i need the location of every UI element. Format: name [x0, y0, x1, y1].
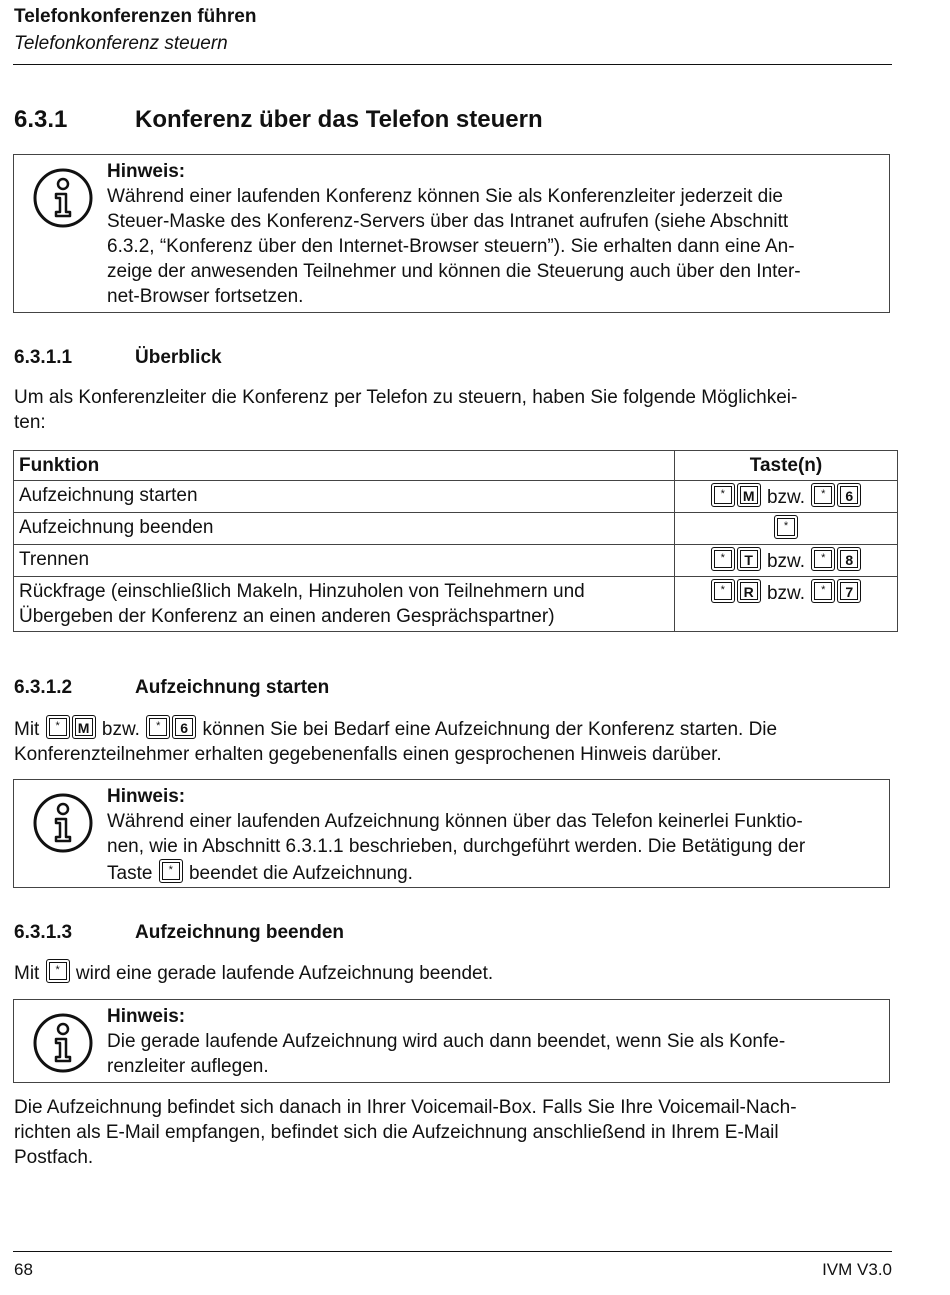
star-key-icon: * [774, 515, 798, 539]
keys-cell [675, 481, 898, 513]
table-row [14, 513, 898, 545]
paragraph-line: Die Aufzeichnung befindet sich danach in Ihrer Voicemail-Box. Falls Sie Ihre Voicemail-Nach- [14, 1097, 797, 1118]
subsection-1-number: 6.3.1.1 [14, 347, 73, 368]
subsection-2-title: Aufzeichnung starten [135, 677, 330, 698]
note-box-3 [13, 999, 890, 1083]
note-3-text [107, 1004, 881, 1079]
note-2-line: Während einer laufenden Aufzeichnung können über das Telefon keinerlei Funktio- [107, 811, 803, 832]
bzw-label: bzw. [766, 551, 806, 572]
note-2-title: Hinweis: [107, 786, 186, 807]
star-key-icon: * [46, 959, 70, 983]
note-1-text [107, 159, 881, 309]
paragraph-line: richten als E-Mail empfangen, befindet sich die Aufzeichnung anschließend in Ihrem E-Mail [14, 1122, 779, 1143]
section-number: 6.3.1 [14, 106, 68, 133]
star-key-icon: * [146, 715, 170, 739]
bzw-label: bzw. [766, 487, 806, 508]
note-box-2 [13, 779, 890, 888]
column-header-keys: Taste(n) [675, 451, 898, 481]
info-icon [32, 167, 94, 229]
subsection-2-number: 6.3.1.2 [14, 677, 73, 698]
keys-cell [675, 545, 898, 577]
function-cell: Aufzeichnung beenden [14, 513, 675, 545]
note-box-1 [13, 154, 890, 313]
keys-cell [675, 513, 898, 545]
star-key-icon: * [46, 715, 70, 739]
paragraph-line: Konferenzteilnehmer erhalten gegebenenfalls einen gesprochenen Hinweis darüber. [14, 744, 722, 765]
note-2-line: Taste * beendet die Aufzeichnung. [107, 859, 881, 886]
function-cell [14, 577, 675, 632]
page-number: 68 [14, 1260, 33, 1279]
stop-paragraph: Mit * wird eine gerade laufende Aufzeichnung beendet. [14, 959, 493, 986]
table-row [14, 545, 898, 577]
note-2-line: nen, wie in Abschnitt 6.3.1.1 beschrieben, durchgeführt werden. Die Betätigung der [107, 836, 806, 857]
star-key-icon: * [811, 547, 835, 571]
star-key-icon: * [711, 579, 735, 603]
subsection-3-title: Aufzeichnung beenden [135, 922, 344, 943]
keys-cell [675, 577, 898, 632]
overview-paragraph [14, 385, 797, 435]
start-paragraph [14, 715, 777, 767]
function-cell: Trennen [14, 545, 675, 577]
table-header-row [14, 451, 898, 481]
subsection-1-title: Überblick [135, 347, 222, 368]
paragraph-line: ten: [14, 412, 46, 433]
closing-paragraph [14, 1095, 797, 1170]
6-key-icon: 6 [837, 483, 861, 507]
note-1-line: zeige der anwesenden Teilnehmer und können die Steuerung auch über den Inter- [107, 261, 801, 282]
subsection-3-number: 6.3.1.3 [14, 922, 73, 943]
running-header-title: Telefonkonferenzen führen [14, 6, 257, 27]
paragraph-line: Um als Konferenzleiter die Konferenz per Telefon zu steuern, haben Sie folgende Möglichkei- [14, 387, 798, 408]
7-key-icon: 7 [837, 579, 861, 603]
running-header-subtitle: Telefonkonferenz steuern [14, 33, 228, 54]
note-1-line: Steuer-Maske des Konferenz-Servers über das Intranet aufrufen (siehe Abschnitt [107, 211, 789, 232]
m-key-icon: M [72, 715, 96, 739]
r-key-icon: R [737, 579, 761, 603]
function-line: Übergeben der Konferenz an einen anderen Gesprächspartner) [19, 606, 555, 627]
star-key-icon: * [159, 859, 183, 883]
star-key-icon: * [711, 483, 735, 507]
t-key-icon: T [737, 547, 761, 571]
product-version: IVM V3.0 [822, 1260, 892, 1279]
bzw-label: bzw. [766, 583, 806, 604]
info-icon [32, 1012, 94, 1074]
note-1-title: Hinweis: [107, 161, 186, 182]
column-header-function: Funktion [14, 451, 675, 481]
footer-rule [13, 1251, 892, 1252]
note-3-title: Hinweis: [107, 1006, 186, 1027]
note-2-text [107, 784, 881, 886]
section-title: Konferenz über das Telefon steuern [135, 106, 543, 133]
star-key-icon: * [811, 483, 835, 507]
function-table [13, 450, 898, 632]
table-row [14, 481, 898, 513]
note-1-line: net-Browser fortsetzen. [107, 286, 304, 307]
paragraph-line: Postfach. [14, 1147, 94, 1168]
note-1-line: 6.3.2, “Konferenz über den Internet-Browser steuern”). Sie erhalten dann eine An- [107, 236, 795, 257]
6-key-icon: 6 [172, 715, 196, 739]
header-rule [13, 64, 892, 65]
info-icon [32, 792, 94, 854]
table-row [14, 577, 898, 632]
function-cell: Aufzeichnung starten [14, 481, 675, 513]
note-3-line: renzleiter auflegen. [107, 1056, 269, 1077]
m-key-icon: M [737, 483, 761, 507]
note-1-line: Während einer laufenden Konferenz können Sie als Konferenzleiter jederzeit die [107, 186, 783, 207]
8-key-icon: 8 [837, 547, 861, 571]
paragraph-line: Mit * M bzw. * 6 können Sie bei Bedarf eine Aufzeichnung der Konferenz starten. Die [14, 715, 777, 742]
star-key-icon: * [711, 547, 735, 571]
star-key-icon: * [811, 579, 835, 603]
function-line: Rückfrage (einschließlich Makeln, Hinzuholen von Teilnehmern und [19, 581, 585, 602]
note-3-line: Die gerade laufende Aufzeichnung wird auch dann beendet, wenn Sie als Konfe- [107, 1031, 786, 1052]
